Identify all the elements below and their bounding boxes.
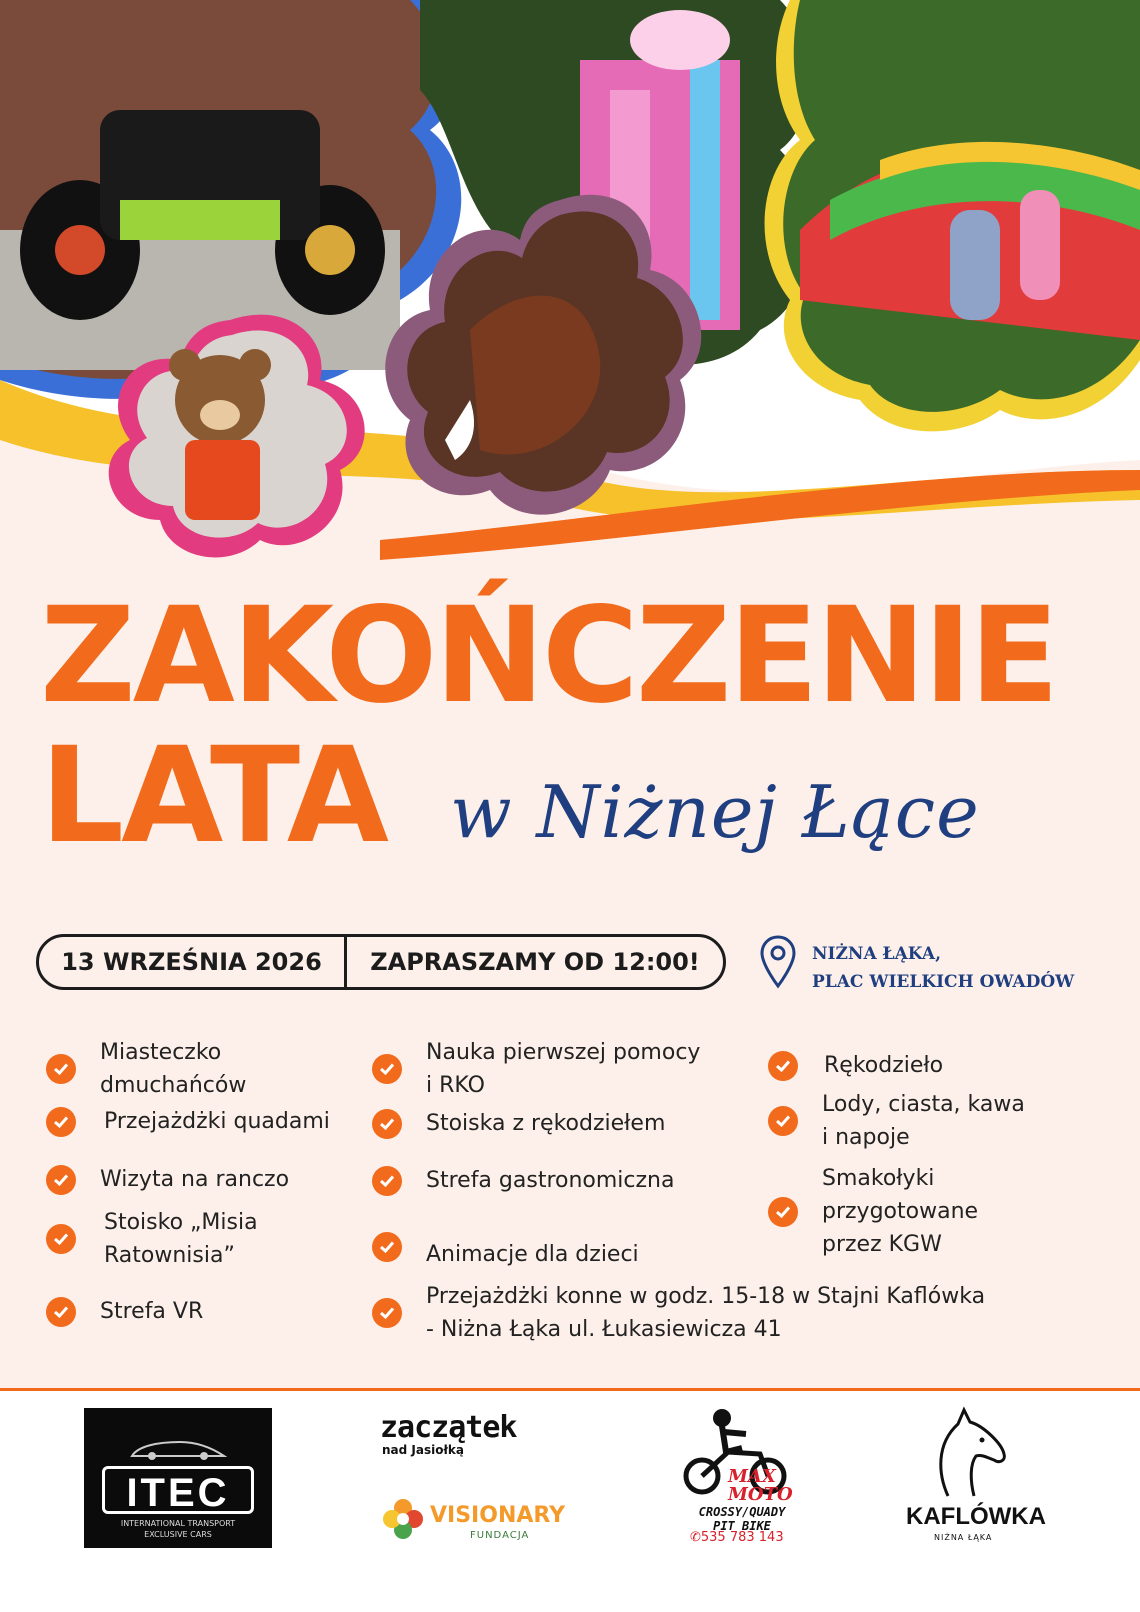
list-item bbox=[372, 1222, 639, 1271]
list-item bbox=[46, 1105, 330, 1138]
itec-logo-subtitle: INTERNATIONAL TRANSPORT EXCLUSIVE CARS bbox=[120, 1519, 236, 1539]
check-icon bbox=[46, 1054, 76, 1084]
maxmoto-phone: ✆535 783 143 bbox=[690, 1530, 784, 1545]
list-item-text: Rękodzieło bbox=[824, 1053, 944, 1078]
check-icon bbox=[768, 1051, 798, 1081]
visionary-logo: VISIONARY bbox=[430, 1503, 566, 1528]
check-icon bbox=[372, 1166, 402, 1196]
check-icon bbox=[372, 1232, 402, 1262]
check-icon bbox=[46, 1165, 76, 1195]
kids-photo bbox=[765, 0, 1140, 431]
check-icon bbox=[768, 1106, 798, 1136]
event-date: 13 WRZEŚNIA 2026 bbox=[39, 934, 347, 990]
location-pin-icon bbox=[758, 934, 798, 990]
photo-collage bbox=[0, 0, 1140, 560]
itec-logo bbox=[84, 1408, 272, 1548]
list-item-text: Lody, ciasta, kawa i napoje bbox=[822, 1092, 1025, 1150]
list-item-text: Wizyta na ranczo bbox=[100, 1167, 290, 1192]
location-line-1: NIŻNA ŁĄKA, bbox=[812, 944, 942, 964]
location-line-2: PLAC WIELKICH OWADÓW bbox=[812, 972, 1075, 992]
check-icon bbox=[46, 1297, 76, 1327]
list-item-text: Smakołyki przygotowane przez KGW bbox=[822, 1166, 979, 1257]
list-item bbox=[46, 1036, 246, 1102]
zaczatek-logo-subtitle: nad Jasiołką bbox=[382, 1443, 465, 1457]
check-icon bbox=[372, 1298, 402, 1328]
kaflowka-logo-subtitle: NIŻNA ŁĄKA bbox=[934, 1533, 993, 1542]
list-item bbox=[768, 1088, 1025, 1154]
check-icon bbox=[46, 1107, 76, 1137]
list-item bbox=[768, 1162, 978, 1261]
check-icon bbox=[46, 1224, 76, 1254]
list-item-text: Nauka pierwszej pomocy i RKO bbox=[426, 1040, 701, 1098]
title-line-2: LATA bbox=[40, 719, 386, 873]
list-item bbox=[46, 1206, 258, 1272]
check-icon bbox=[372, 1109, 402, 1139]
check-icon bbox=[372, 1054, 402, 1084]
list-item bbox=[768, 1049, 943, 1082]
list-item-text: Strefa gastronomiczna bbox=[426, 1168, 675, 1193]
event-time: ZAPRASZAMY OD 12:00! bbox=[370, 948, 700, 976]
list-item bbox=[46, 1163, 289, 1196]
itec-logo-text: ITEC bbox=[102, 1466, 254, 1514]
list-item bbox=[46, 1295, 203, 1328]
list-item bbox=[372, 1036, 700, 1102]
subtitle-script: w Niżnej Łące bbox=[450, 770, 980, 854]
list-item-text: Stoisko „Misia Ratownisia” bbox=[104, 1210, 258, 1268]
event-location bbox=[812, 940, 1074, 996]
list-item-text: Przejażdżki quadami bbox=[104, 1109, 330, 1134]
list-item bbox=[372, 1107, 665, 1140]
list-item-text: Miasteczko dmuchańców bbox=[100, 1040, 247, 1098]
list-item-text: Stoiska z rękodziełem bbox=[426, 1111, 666, 1136]
maxmoto-logo: MAX MOTO bbox=[728, 1466, 793, 1505]
list-item-text: Animacje dla dzieci bbox=[426, 1242, 639, 1267]
list-item bbox=[372, 1280, 985, 1346]
title-line-1: ZAKOŃCZENIE bbox=[40, 579, 1057, 733]
horse-head-icon bbox=[918, 1404, 1014, 1500]
zaczatek-logo: zaczątek bbox=[380, 1410, 517, 1445]
check-icon bbox=[768, 1197, 798, 1227]
car-icon bbox=[128, 1434, 228, 1462]
date-time-pill bbox=[36, 934, 726, 990]
list-item bbox=[372, 1164, 674, 1197]
kaflowka-logo: KAFLÓWKA bbox=[906, 1503, 1046, 1530]
list-item-text: Przejażdżki konne w godz. 15-18 w Stajni Kaflówka - Niżna Łąka ul. Łukasiewicza 41 bbox=[426, 1284, 986, 1342]
list-item-text: Strefa VR bbox=[100, 1299, 204, 1324]
maxmoto-logo-subtitle: CROSSY/QUADY PIT BIKE bbox=[698, 1505, 786, 1533]
visionary-flower-icon bbox=[380, 1496, 426, 1542]
visionary-logo-subtitle: FUNDACJA bbox=[470, 1530, 530, 1541]
